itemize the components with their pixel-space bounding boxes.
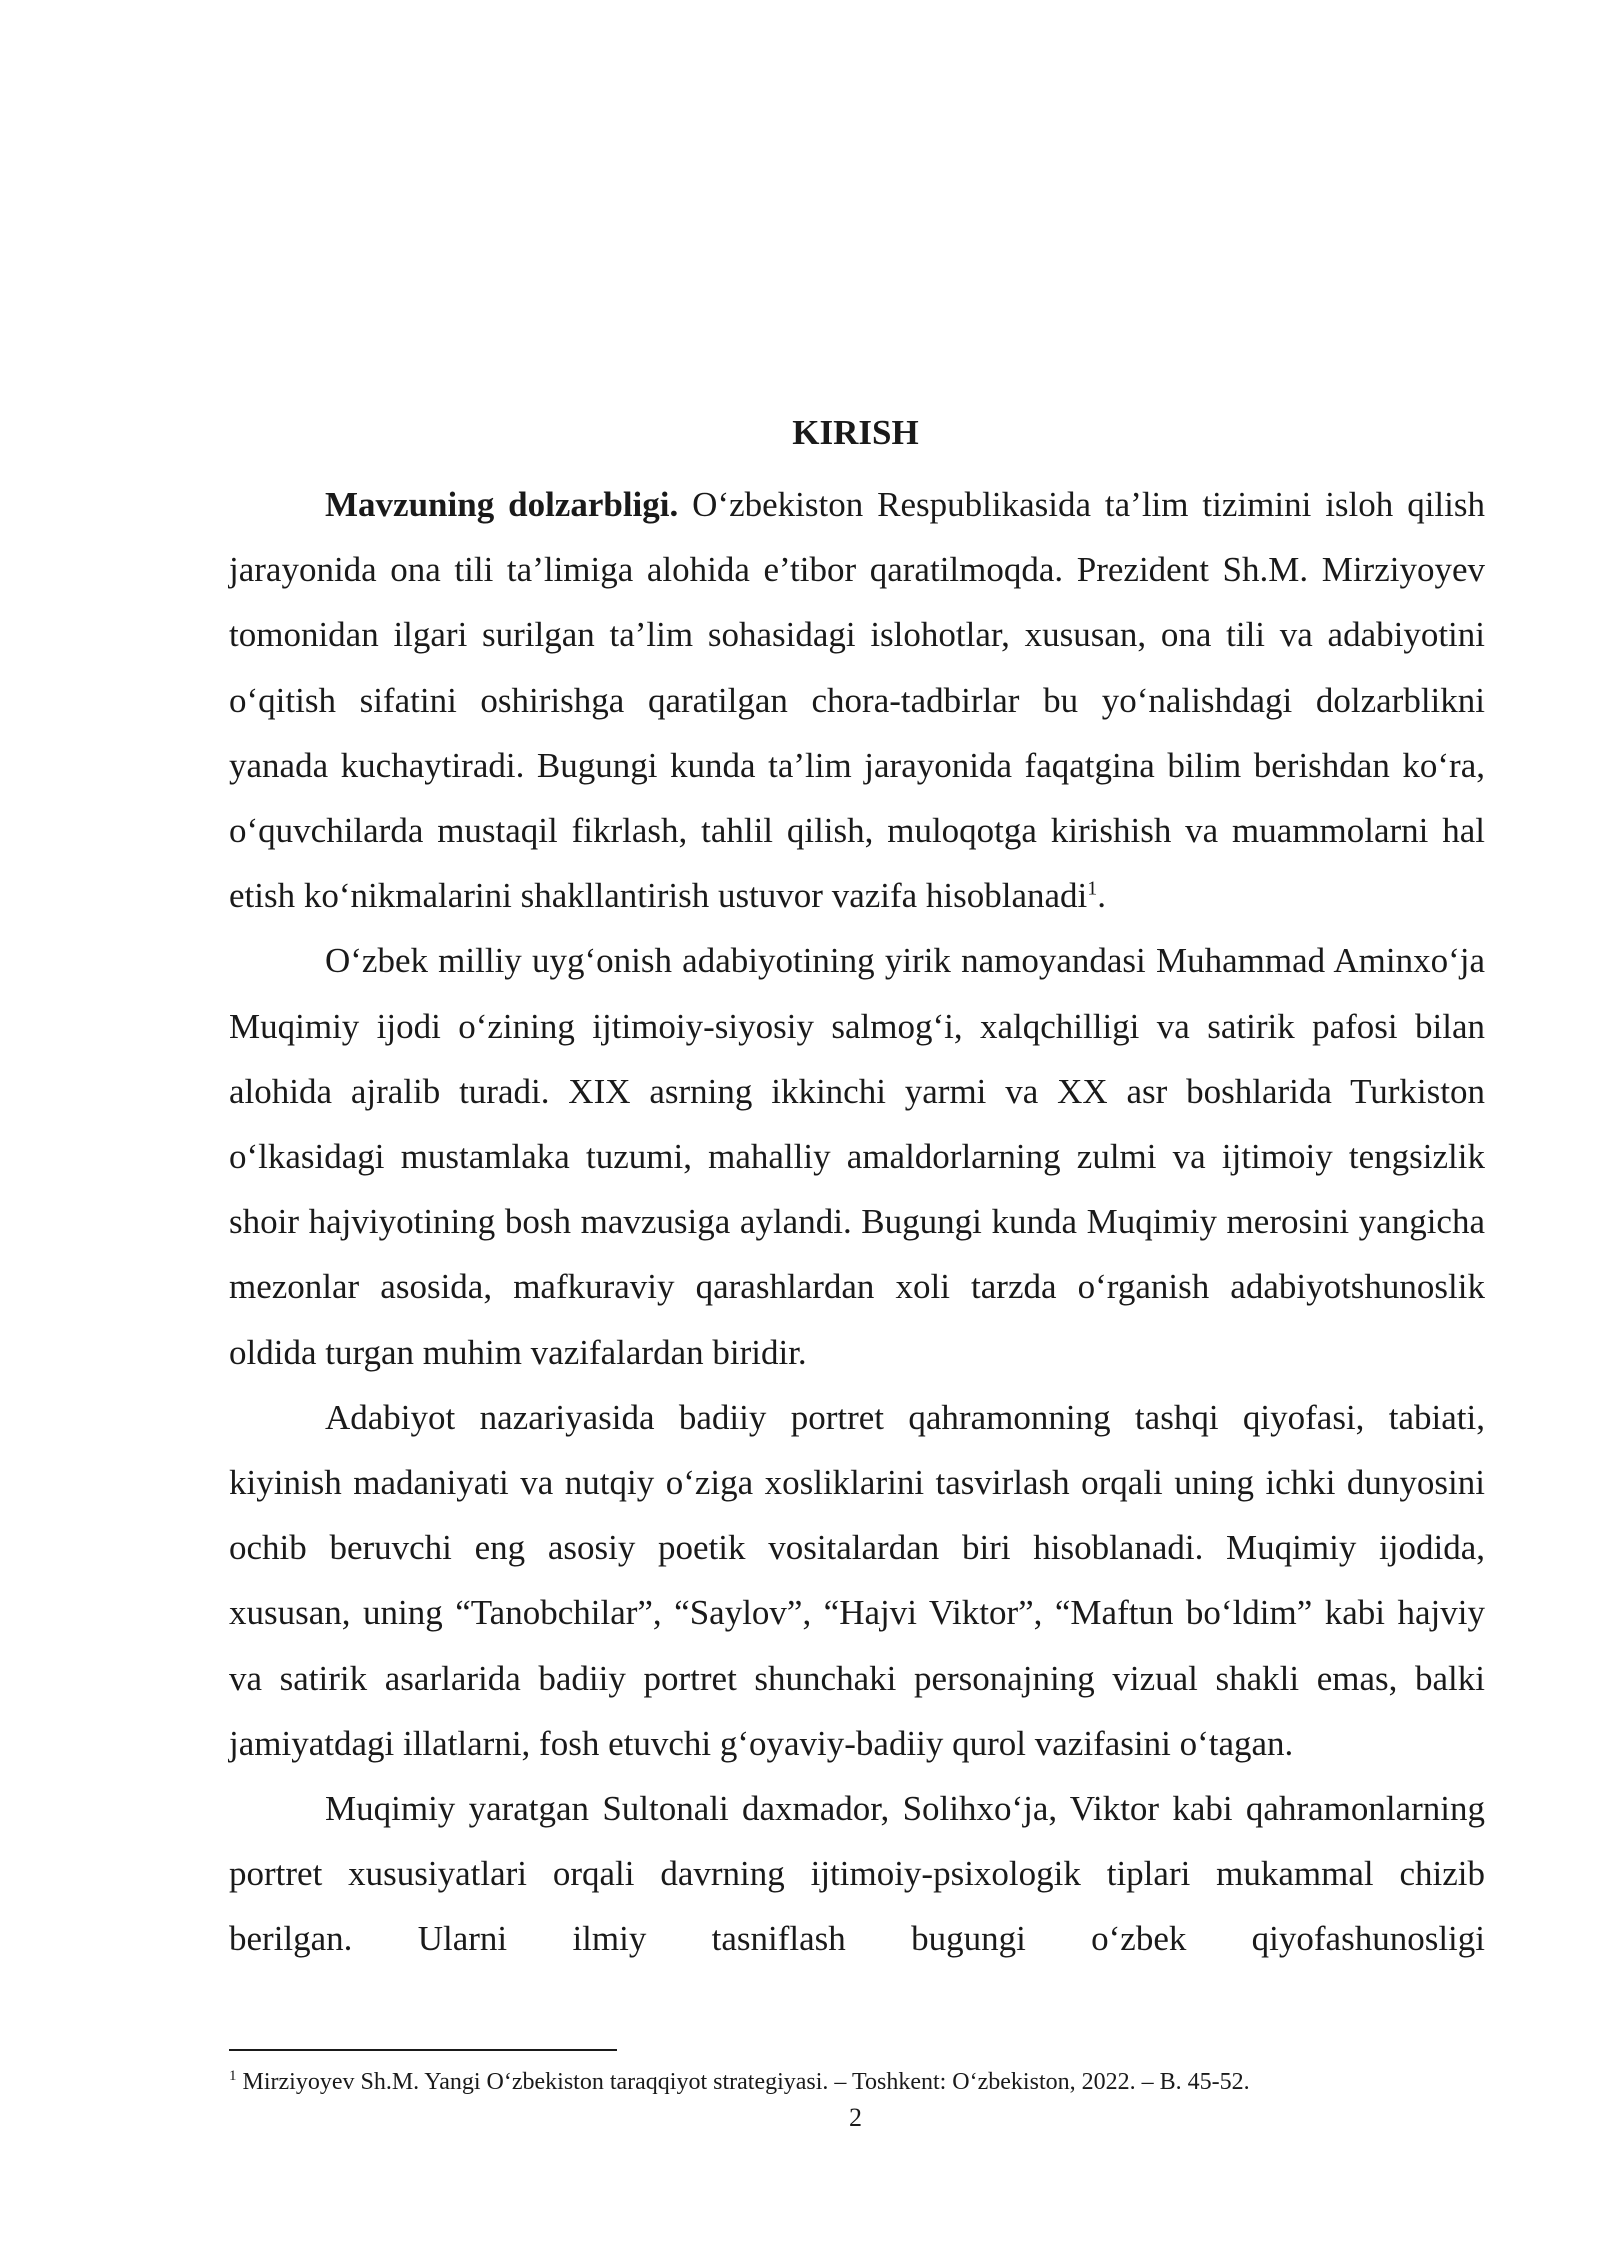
paragraph-portrait-theory: Adabiyot nazariyasida badiiy portret qahramonning tashqi qiyofasi, tabiati, kiyinish madaniyati va nutqiy o‘ziga xosliklarini tasvirlash orqali uning ichki dunyosini ochib beruvchi eng asosiy poetik vositalardan biri hisoblanadi. Muqimiy ijodida, xususan, uning “Tanobchilar”, “Saylov”, “Hajvi Viktor”, “Maftun bo‘ldim” kabi hajviy va satirik asarlarida badiiy portret shunchaki personajning vizual shakli emas, balki jamiyatdagi illatlarni, fosh etuvchi g‘oyaviy-badiiy qurol vazifasini o‘tagan. [229, 1397, 1485, 1763]
paragraph-relevance [229, 472, 1485, 928]
footnote-reference[interactable]: 1 [1087, 877, 1098, 900]
paragraph-characters: Muqimiy yaratgan Sultonali daxmador, Solihxo‘ja, Viktor kabi qahramonlarning portret xususiyatlari orqali davrning ijtimoiy-psixologik tiplari mukammal chizib berilgan. Ularni ilmiy tasniflash bugungi o‘zbek qiyofashunosligi [229, 1789, 1485, 1959]
body-text [229, 472, 1485, 1972]
paragraph-muqimiy: O‘zbek milliy uyg‘onish adabiyotining yirik namoyandasi Muhammad Aminxo‘ja Muqimiy ijodi o‘zining ijtimoiy-siyosiy salmog‘i, xalqchilligi va satirik pafosi bilan alohida ajralib turadi. XIX asrning ikkinchi yarmi va XX asr boshlarida Turkiston o‘lkasidagi mustamlaka tuzumi, mahalliy amaldorlarning zulmi va ijtimoiy tengsizlik shoir hajviyotining bosh mavzusiga aylandi. Bugungi kunda Muqimiy merosini yangicha mezonlar asosida, mafkuraviy qarashlardan xoli tarzda o‘rganish adabiyotshunoslik oldida turgan muhim vazifalardan biridir. [229, 941, 1485, 1372]
footnote-number: 1 [229, 2068, 237, 2084]
paragraph-text: O‘zbekiston Respublikasida ta’lim tizimini isloh qilish jarayonida ona tili ta’limiga alohida e’tibor qaratilmoqda. Prezident Sh.M. Mirziyoyev tomonidan ilgari surilgan ta’lim sohasidagi islohotlar, xususan, ona tili va adabiyotini o‘qitish sifatini oshirishga qaratilgan chora-tadbirlar bu yo‘nalishdagi dolzarblikni yanada kuchaytiradi. Bugungi kunda ta’lim jarayonida faqatgina bilim berishdan ko‘ra, o‘quvchilarda mustaqil fikrlash, tahlil qilish, muloqotga kirishish va muammolarni hal etish ko‘nikmalarini shakllantirish ustuvor vazifa hisoblanadi [229, 485, 1485, 916]
paragraph-tail: . [1097, 876, 1107, 916]
footnote-text: Mirziyoyev Sh.M. Yangi O‘zbekiston taraqqiyot strategiyasi. – Toshkent: O‘zbekiston, 2022. – B. 45-52. [236, 2069, 1250, 2095]
footnote [229, 2066, 1485, 2098]
footnote-separator [229, 2049, 617, 2051]
paragraph-lead-heading: Mavzuning dolzarbligi. [325, 485, 679, 524]
section-title: KIRISH [792, 413, 919, 452]
page-number: 2 [849, 2103, 862, 2132]
